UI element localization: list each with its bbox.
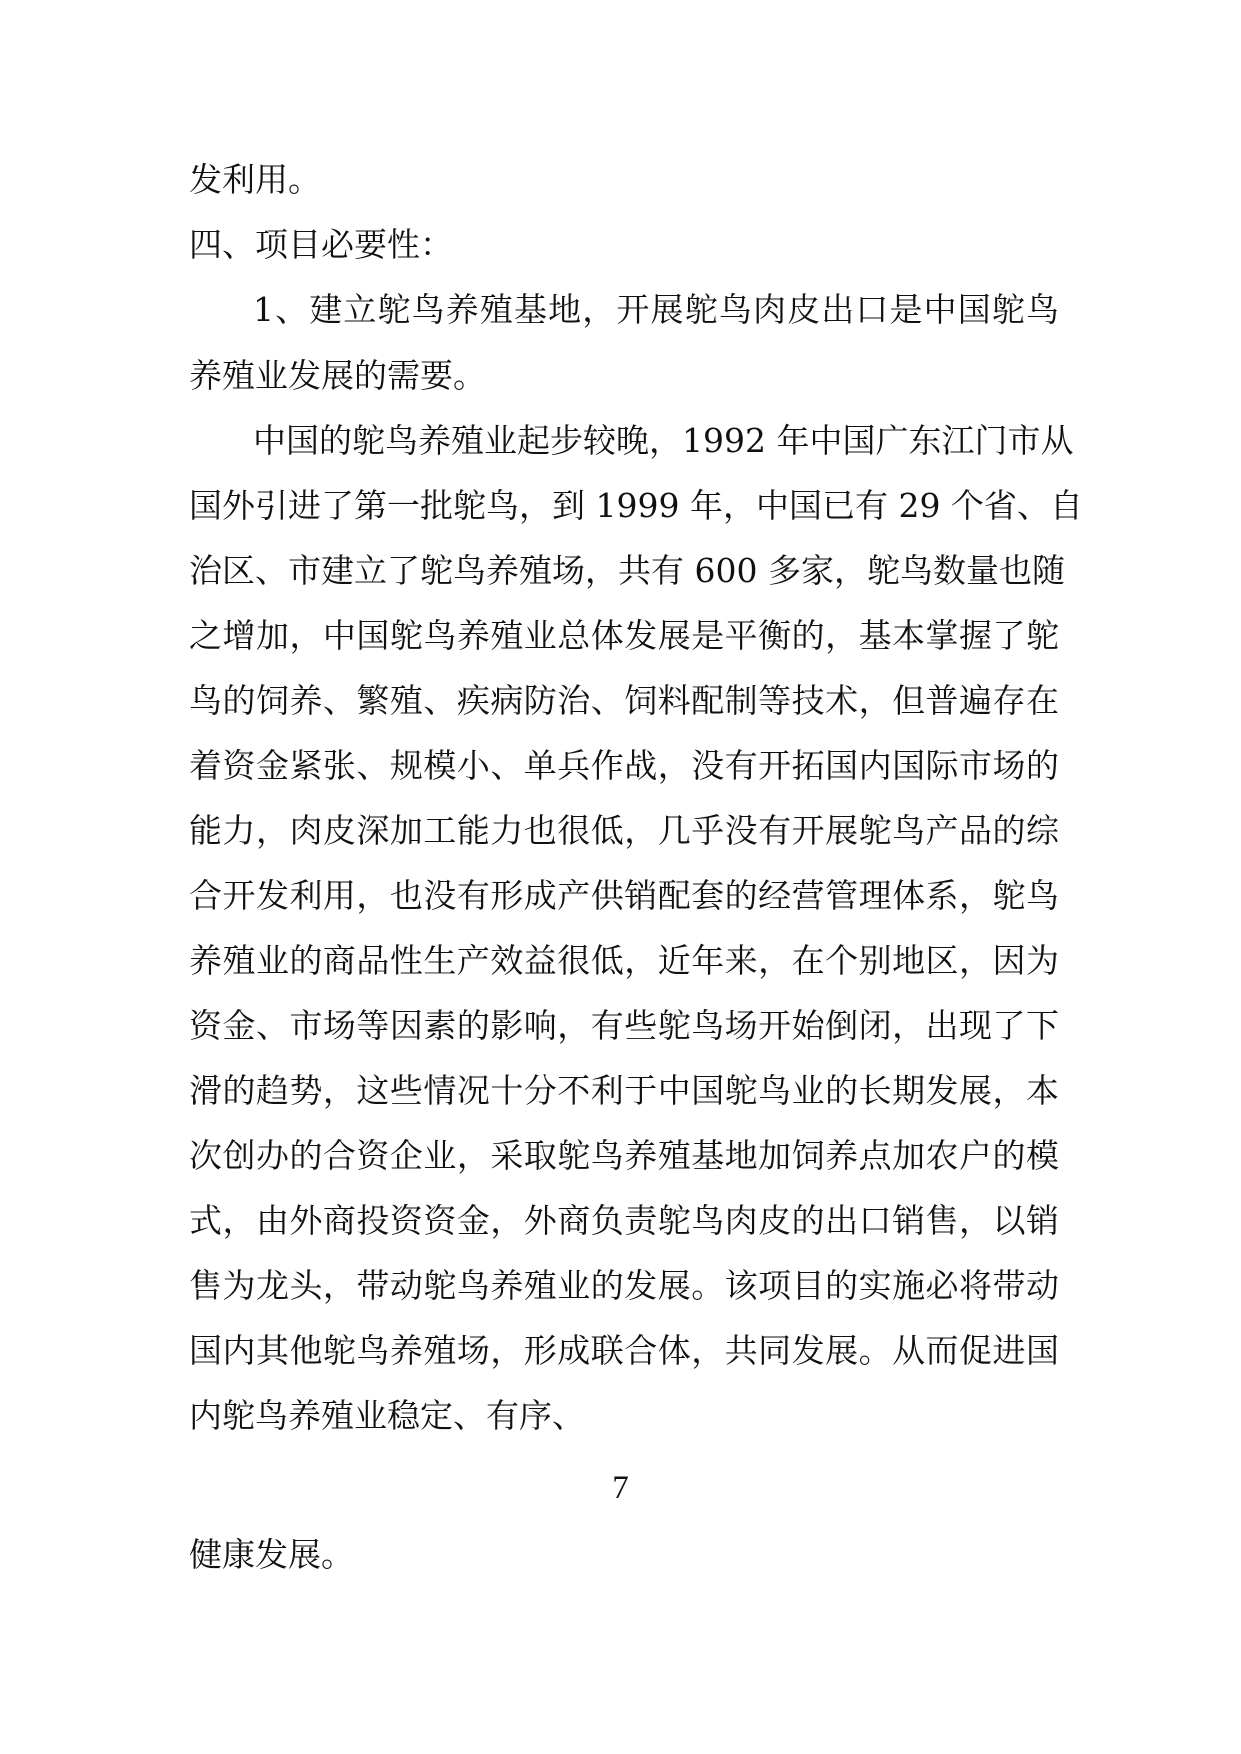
body-text-line: 次创办的合资企业，采取鸵鸟养殖基地加饲养点加农户的模: [189, 1136, 1059, 1175]
paragraph-first-line: 中国的鸵鸟养殖业起步较晚，1992 年中国广东江门市从: [253, 421, 1074, 460]
body-text-line: 合开发利用，也没有形成产供销配套的经营管理体系，鸵鸟: [189, 876, 1059, 915]
body-text-line: 售为龙头，带动鸵鸟养殖业的发展。该项目的实施必将带动: [189, 1266, 1059, 1305]
body-text-line: 滑的趋势，这些情况十分不利于中国鸵鸟业的长期发展，本: [189, 1071, 1059, 1110]
subsection-heading: 1、建立鸵鸟养殖基地，开展鸵鸟肉皮出口是中国鸵鸟: [253, 290, 1059, 329]
body-text-line: 国外引进了第一批鸵鸟，到 1999 年，中国已有 29 个省、自: [189, 486, 1083, 525]
body-text-line: 养殖业的商品性生产效益很低，近年来，在个别地区，因为: [189, 941, 1059, 980]
body-text-line: 式，由外商投资资金，外商负责鸵鸟肉皮的出口销售，以销: [189, 1201, 1059, 1240]
body-text-line: 能力，肉皮深加工能力也很低，几乎没有开展鸵鸟产品的综: [189, 811, 1059, 850]
page-number: 7: [612, 1470, 629, 1506]
body-text-line: 内鸵鸟养殖业稳定、有序、: [189, 1396, 585, 1435]
body-text-line: 发利用。: [189, 160, 321, 199]
body-text-line: 之增加，中国鸵鸟养殖业总体发展是平衡的，基本掌握了鸵: [189, 616, 1059, 655]
section-heading: 四、项目必要性：: [189, 225, 453, 264]
body-text-line: 着资金紧张、规模小、单兵作战，没有开拓国内国际市场的: [189, 746, 1059, 785]
body-text-line: 养殖业发展的需要。: [189, 356, 486, 395]
next-page-text-line: 健康发展。: [189, 1535, 354, 1574]
body-text-line: 鸟的饲养、繁殖、疾病防治、饲料配制等技术，但普遍存在: [189, 681, 1059, 720]
body-text-line: 国内其他鸵鸟养殖场，形成联合体，共同发展。从而促进国: [189, 1331, 1059, 1370]
body-text-line: 资金、市场等因素的影响，有些鸵鸟场开始倒闭，出现了下: [189, 1006, 1059, 1045]
body-text-line: 治区、市建立了鸵鸟养殖场，共有 600 多家，鸵鸟数量也随: [189, 551, 1065, 590]
